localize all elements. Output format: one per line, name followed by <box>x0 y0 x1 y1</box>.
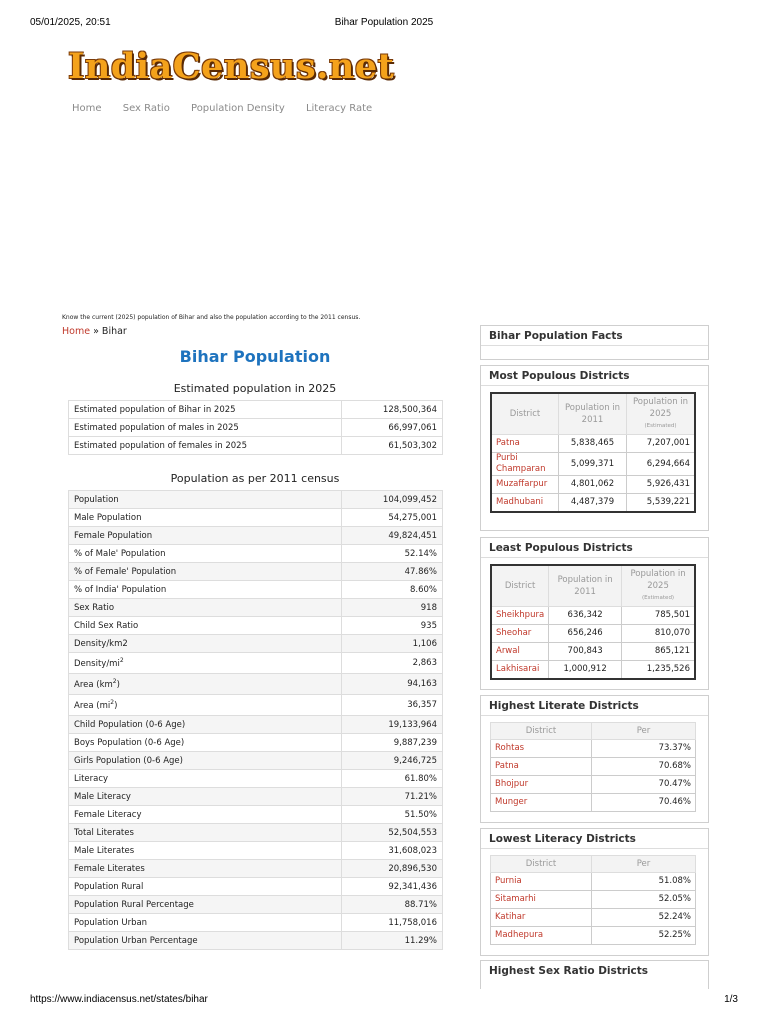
table-row <box>491 476 695 494</box>
row-label-text: Female Literates <box>74 863 145 874</box>
row-label <box>69 914 342 932</box>
row-label <box>69 842 342 860</box>
table-row <box>69 896 443 914</box>
table-row <box>69 599 443 617</box>
district-link[interactable]: Katihar <box>491 909 592 927</box>
col-per: Per <box>592 856 696 873</box>
most-populous-title: Most Populous Districts <box>481 366 708 386</box>
percent-cell: 52.25% <box>592 927 696 945</box>
row-label: Estimated population of females in 2025 <box>69 437 342 455</box>
row-label-text: Child Sex Ratio <box>74 620 139 631</box>
row-label <box>69 491 342 509</box>
lowest-literacy-table <box>490 855 696 945</box>
row-label <box>69 752 342 770</box>
nav-home[interactable]: Home <box>72 103 102 114</box>
nav-population-density[interactable]: Population Density <box>191 103 285 114</box>
pop-2025-cell: 5,926,431 <box>627 476 696 494</box>
print-page-number: 1/3 <box>724 994 738 1005</box>
row-label-text: Child Population (0-6 Age) <box>74 719 186 730</box>
table-row <box>69 437 443 455</box>
district-link[interactable]: Madhepura <box>491 927 592 945</box>
table-row <box>69 491 443 509</box>
table-row <box>491 643 695 661</box>
most-populous-table <box>490 392 696 513</box>
row-label <box>69 635 342 653</box>
col-district: District <box>491 723 592 740</box>
row-value: 51.50% <box>342 806 443 824</box>
row-label <box>69 788 342 806</box>
district-link[interactable]: Patna <box>491 758 592 776</box>
table-row <box>69 695 443 716</box>
district-link[interactable]: Madhubani <box>491 494 559 513</box>
lowest-literacy-box <box>480 828 709 956</box>
table-row <box>491 794 696 812</box>
print-url: https://www.indiacensus.net/states/bihar <box>30 994 208 1005</box>
table-row <box>491 758 696 776</box>
row-value: 918 <box>342 599 443 617</box>
row-label-text: % of Male' Population <box>74 548 166 559</box>
row-value: 9,887,239 <box>342 734 443 752</box>
table-row <box>491 435 695 453</box>
pop-2025-cell: 6,294,664 <box>627 453 696 476</box>
row-label-text: Population Rural Percentage <box>74 899 194 910</box>
pop-2025-cell: 785,501 <box>622 607 695 625</box>
row-value: 88.71% <box>342 896 443 914</box>
table-row <box>491 607 695 625</box>
table-row <box>69 635 443 653</box>
census-table <box>68 490 443 950</box>
table-row <box>491 909 696 927</box>
col-pop-2025-label: Population in 2025 <box>630 569 686 591</box>
table-row <box>69 842 443 860</box>
pop-2011-cell: 4,487,379 <box>559 494 627 513</box>
row-label-text: % of Female' Population <box>74 566 177 577</box>
row-label <box>69 674 342 695</box>
main-nav <box>72 103 390 114</box>
col-district: District <box>491 856 592 873</box>
table-row <box>69 563 443 581</box>
table-row <box>491 453 695 476</box>
row-label-suffix: ) <box>114 700 118 711</box>
row-value: 104,099,452 <box>342 491 443 509</box>
row-value: 11.29% <box>342 932 443 950</box>
pop-2025-cell: 5,539,221 <box>627 494 696 513</box>
pop-2011-cell: 700,843 <box>549 643 622 661</box>
table-row <box>69 806 443 824</box>
table-row <box>69 824 443 842</box>
breadcrumb <box>62 326 127 337</box>
row-value: 66,997,061 <box>342 419 443 437</box>
percent-cell: 51.08% <box>592 873 696 891</box>
district-link[interactable]: Sitamarhi <box>491 891 592 909</box>
row-label <box>69 599 342 617</box>
table-row <box>491 661 695 680</box>
percent-cell: 70.47% <box>592 776 696 794</box>
table-row <box>69 674 443 695</box>
page-title: Bihar Population <box>179 347 331 366</box>
row-label-text: Boys Population (0-6 Age) <box>74 737 185 748</box>
row-label <box>69 617 342 635</box>
row-value: 935 <box>342 617 443 635</box>
table-row <box>69 545 443 563</box>
row-value: 61.80% <box>342 770 443 788</box>
col-per: Per <box>592 723 696 740</box>
table-row <box>69 878 443 896</box>
table-row <box>69 752 443 770</box>
pop-2025-cell: 865,121 <box>622 643 695 661</box>
highest-sex-ratio-box <box>480 960 709 989</box>
row-label-text: Male Literates <box>74 845 135 856</box>
row-label-text: Male Literacy <box>74 791 131 802</box>
row-label-text: Girls Population (0-6 Age) <box>74 755 183 766</box>
row-label <box>69 860 342 878</box>
pop-2011-cell: 1,000,912 <box>549 661 622 680</box>
row-label <box>69 770 342 788</box>
percent-cell: 70.68% <box>592 758 696 776</box>
pop-2011-cell: 5,838,465 <box>559 435 627 453</box>
col-district: District <box>491 565 549 607</box>
facts-title: Bihar Population Facts <box>481 326 708 346</box>
highest-literate-box <box>480 695 709 823</box>
row-value: 128,500,364 <box>342 401 443 419</box>
intro-text: Know the current (2025) population of Bihar and also the population according to the 2011 census. <box>62 314 361 321</box>
row-value: 47.86% <box>342 563 443 581</box>
breadcrumb-home[interactable]: Home <box>62 326 91 337</box>
district-link[interactable]: Rohtas <box>491 740 592 758</box>
row-value: 52,504,553 <box>342 824 443 842</box>
table-row <box>69 401 443 419</box>
row-label <box>69 545 342 563</box>
district-link[interactable]: Lakhisarai <box>491 661 549 680</box>
row-label-suffix: ) <box>116 679 120 690</box>
breadcrumb-current: Bihar <box>101 326 127 337</box>
district-link[interactable]: Arwal <box>491 643 549 661</box>
row-value: 9,246,725 <box>342 752 443 770</box>
row-label <box>69 878 342 896</box>
row-label <box>69 716 342 734</box>
row-label <box>69 509 342 527</box>
row-value: 94,163 <box>342 674 443 695</box>
col-district: District <box>491 393 559 435</box>
census-section-title: Population as per 2011 census <box>170 472 340 485</box>
district-link[interactable]: Bhojpur <box>491 776 592 794</box>
nav-sex-ratio[interactable]: Sex Ratio <box>122 103 170 114</box>
lowest-literacy-title: Lowest Literacy Districts <box>481 829 708 849</box>
facts-box <box>480 325 709 360</box>
row-label-text: Population <box>74 494 119 505</box>
pop-2025-cell: 1,235,526 <box>622 661 695 680</box>
row-value: 20,896,530 <box>342 860 443 878</box>
row-label: Estimated population of males in 2025 <box>69 419 342 437</box>
row-label <box>69 563 342 581</box>
row-label-text: Literacy <box>74 773 109 784</box>
percent-cell: 70.46% <box>592 794 696 812</box>
row-value: 19,133,964 <box>342 716 443 734</box>
row-label <box>69 527 342 545</box>
row-value: 61,503,302 <box>342 437 443 455</box>
pop-2011-cell: 4,801,062 <box>559 476 627 494</box>
row-label-sup: 2 <box>110 699 115 707</box>
table-row <box>69 509 443 527</box>
col-pop-2011: Population in 2011 <box>549 565 622 607</box>
table-row <box>69 932 443 950</box>
site-logo[interactable]: IndiaCensus.net <box>68 46 395 87</box>
district-link[interactable]: Sheohar <box>491 625 549 643</box>
least-populous-box <box>480 537 709 690</box>
row-label <box>69 695 342 716</box>
pop-2011-cell: 5,099,371 <box>559 453 627 476</box>
row-label <box>69 806 342 824</box>
district-link[interactable]: Purbi Champaran <box>491 453 559 476</box>
row-value: 31,608,023 <box>342 842 443 860</box>
col-estimated-note: (Estimated) <box>642 595 675 601</box>
percent-cell: 52.05% <box>592 891 696 909</box>
table-row <box>69 914 443 932</box>
highest-sex-ratio-title: Highest Sex Ratio Districts <box>489 965 649 977</box>
row-label <box>69 824 342 842</box>
nav-literacy-rate[interactable]: Literacy Rate <box>305 103 373 114</box>
row-label: Estimated population of Bihar in 2025 <box>69 401 342 419</box>
row-label-text: Area (mi <box>74 700 111 711</box>
row-label <box>69 734 342 752</box>
table-row <box>69 716 443 734</box>
col-pop-2011: Population in 2011 <box>559 393 627 435</box>
row-label-text: Male Population <box>74 512 142 523</box>
table-row <box>491 891 696 909</box>
district-link[interactable]: Sheikhpura <box>491 607 549 625</box>
least-populous-title: Least Populous Districts <box>481 538 708 558</box>
row-label <box>69 653 342 674</box>
percent-cell: 73.37% <box>592 740 696 758</box>
table-row <box>491 740 696 758</box>
row-value: 54,275,001 <box>342 509 443 527</box>
row-value: 49,824,451 <box>342 527 443 545</box>
row-label-sup: 2 <box>119 657 124 665</box>
table-row <box>69 788 443 806</box>
row-label <box>69 932 342 950</box>
col-pop-2025 <box>622 565 695 607</box>
table-row <box>69 770 443 788</box>
row-label-text: Total Literates <box>74 827 134 838</box>
row-value: 36,357 <box>342 695 443 716</box>
least-populous-table <box>490 564 696 680</box>
row-value: 52.14% <box>342 545 443 563</box>
district-link[interactable]: Patna <box>491 435 559 453</box>
row-label-text: Population Rural <box>74 881 144 892</box>
row-value: 71.21% <box>342 788 443 806</box>
print-doc-title: Bihar Population 2025 <box>334 17 434 28</box>
row-value: 8.60% <box>342 581 443 599</box>
district-link[interactable]: Munger <box>491 794 592 812</box>
col-pop-2025-label: Population in 2025 <box>632 397 689 419</box>
highest-literate-table <box>490 722 696 812</box>
table-row <box>491 776 696 794</box>
print-footer <box>30 994 738 1005</box>
row-value: 11,758,016 <box>342 914 443 932</box>
row-label-text: % of India' Population <box>74 584 167 595</box>
table-row <box>491 494 695 513</box>
row-label-text: Density/km2 <box>74 638 128 649</box>
table-row <box>69 734 443 752</box>
table-row <box>69 581 443 599</box>
district-link[interactable]: Purnia <box>491 873 592 891</box>
highest-literate-title: Highest Literate Districts <box>481 696 708 716</box>
table-row <box>69 419 443 437</box>
row-value: 1,106 <box>342 635 443 653</box>
row-label <box>69 581 342 599</box>
estimated-section-title: Estimated population in 2025 <box>173 382 337 395</box>
estimated-table <box>68 400 443 455</box>
table-row <box>69 653 443 674</box>
row-label-text: Female Population <box>74 530 153 541</box>
row-label-text: Sex Ratio <box>74 602 115 613</box>
row-label-sup: 2 <box>112 678 117 686</box>
pop-2011-cell: 636,342 <box>549 607 622 625</box>
row-label-text: Density/mi <box>74 658 120 669</box>
row-label-text: Population Urban Percentage <box>74 935 198 946</box>
row-label-text: Population Urban <box>74 917 148 928</box>
table-row <box>491 625 695 643</box>
col-pop-2025 <box>627 393 696 435</box>
print-datetime: 05/01/2025, 20:51 <box>30 17 111 28</box>
breadcrumb-separator: » <box>90 326 102 337</box>
table-row <box>69 860 443 878</box>
row-value: 92,341,436 <box>342 878 443 896</box>
percent-cell: 52.24% <box>592 909 696 927</box>
row-label-text: Area (km <box>74 679 113 690</box>
table-row <box>491 927 696 945</box>
pop-2011-cell: 656,246 <box>549 625 622 643</box>
col-estimated-note: (Estimated) <box>644 423 677 429</box>
pop-2025-cell: 810,070 <box>622 625 695 643</box>
pop-2025-cell: 7,207,001 <box>627 435 696 453</box>
row-label-text: Female Literacy <box>74 809 142 820</box>
table-row <box>491 873 696 891</box>
district-link[interactable]: Muzaffarpur <box>491 476 559 494</box>
row-value: 2,863 <box>342 653 443 674</box>
table-row <box>69 527 443 545</box>
row-label <box>69 896 342 914</box>
table-row <box>69 617 443 635</box>
most-populous-box <box>480 365 709 531</box>
